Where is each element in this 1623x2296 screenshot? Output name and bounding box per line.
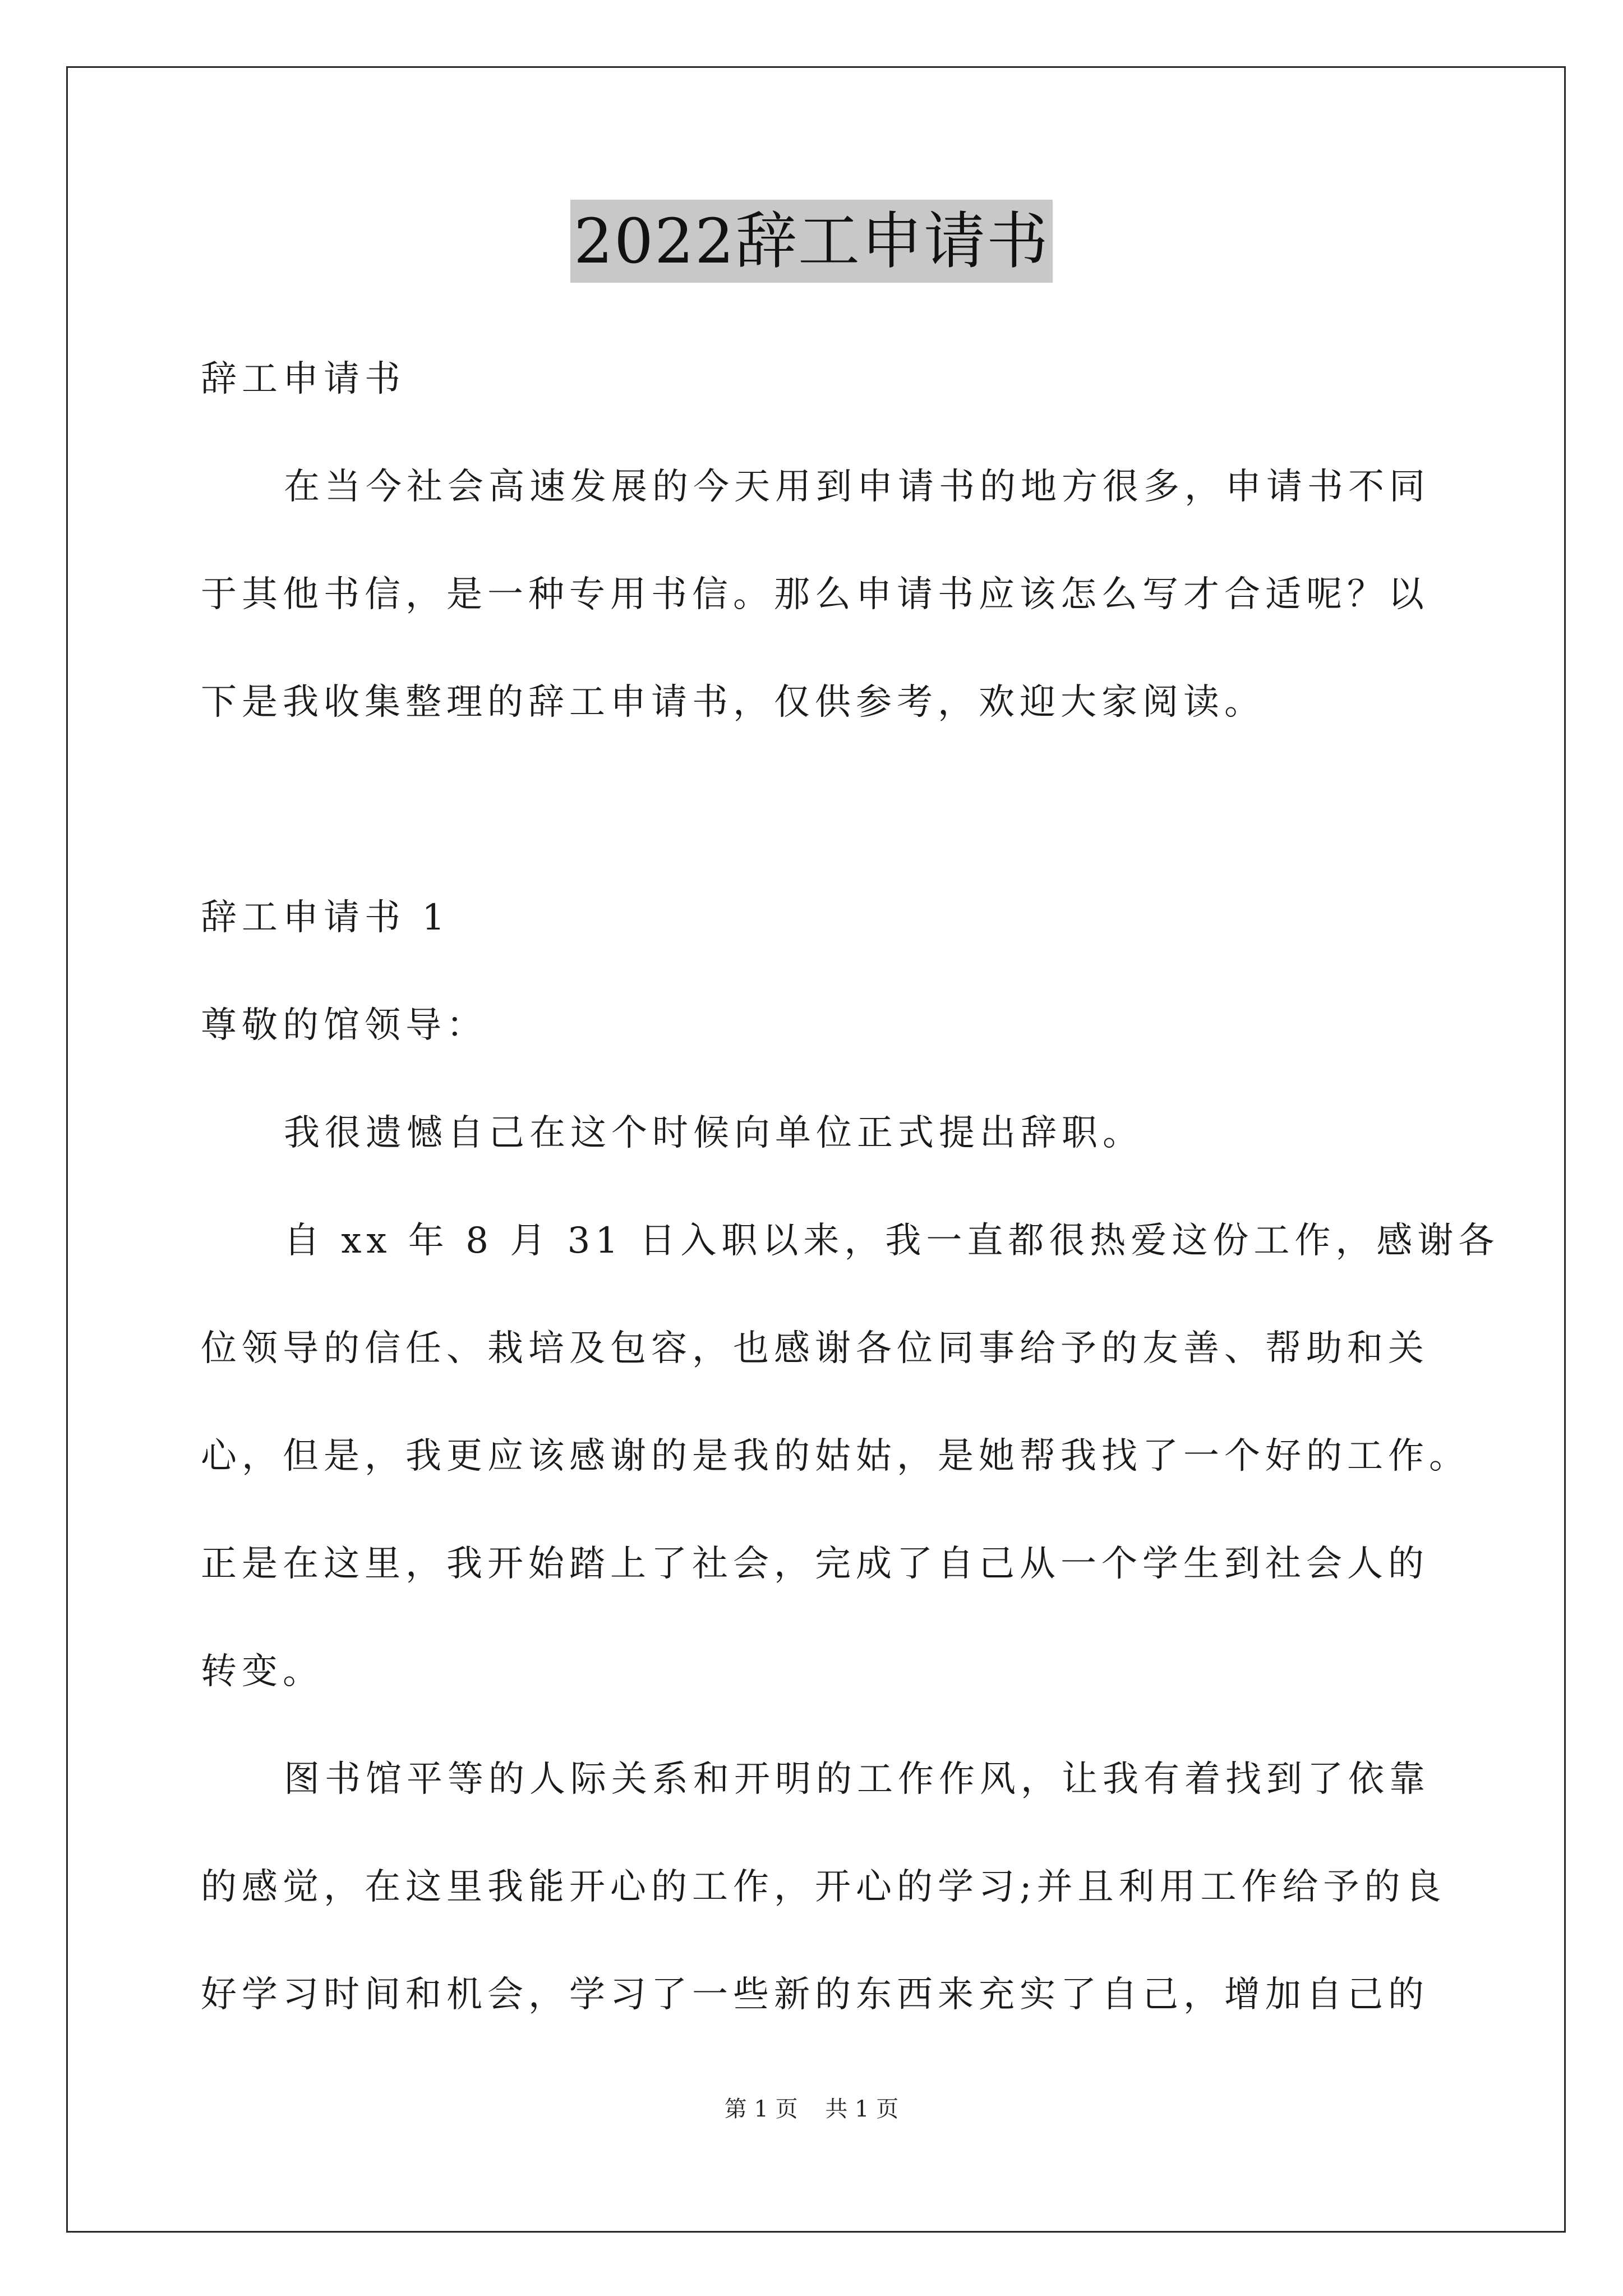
body-line-8: 的感觉，在这里我能开心的工作，开心的学习;并且利用工作给予的良	[201, 1866, 1446, 1908]
body-line-4: 心，但是，我更应该感谢的是我的姑姑，是她帮我找了一个好的工作。	[201, 1435, 1470, 1477]
body-line-3: 位领导的信任、栽培及包容，也感谢各位同事给予的友善、帮助和关	[201, 1328, 1429, 1369]
subtitle: 辞工申请书	[201, 358, 405, 400]
body-line-7: 图书馆平等的人际关系和开明的工作作风，让我有着找到了依靠	[284, 1759, 1430, 1800]
intro-line-3: 下是我收集整理的辞工申请书，仅供参考，欢迎大家阅读。	[201, 682, 1265, 723]
body-line-2: 自 xx 年 8 月 31 日入职以来，我一直都很热爱这份工作，感谢各	[284, 1220, 1500, 1262]
body-line-9: 好学习时间和机会，学习了一些新的东西来充实了自己，增加自己的	[201, 1974, 1429, 2016]
section-heading: 辞工申请书 1	[201, 897, 450, 938]
body-line-5: 正是在这里，我开始踏上了社会，完成了自己从一个学生到社会人的	[201, 1543, 1429, 1585]
intro-line-2: 于其他书信，是一种专用书信。那么申请书应该怎么写才合适呢？以	[201, 574, 1429, 615]
title-container	[0, 200, 1623, 283]
body-line-6: 转变。	[201, 1651, 324, 1692]
intro-line-1: 在当今社会高速发展的今天用到申请书的地方很多，申请书不同	[284, 466, 1430, 508]
document-title: 2022辞工申请书	[570, 200, 1053, 283]
page-footer	[0, 2095, 1623, 2123]
page-total: 共 1 页	[825, 2096, 899, 2122]
page-number: 第 1 页	[724, 2096, 798, 2122]
salutation: 尊敬的馆领导：	[201, 1005, 487, 1046]
body-line-1: 我很遗憾自己在这个时候向单位正式提出辞职。	[284, 1112, 1144, 1154]
